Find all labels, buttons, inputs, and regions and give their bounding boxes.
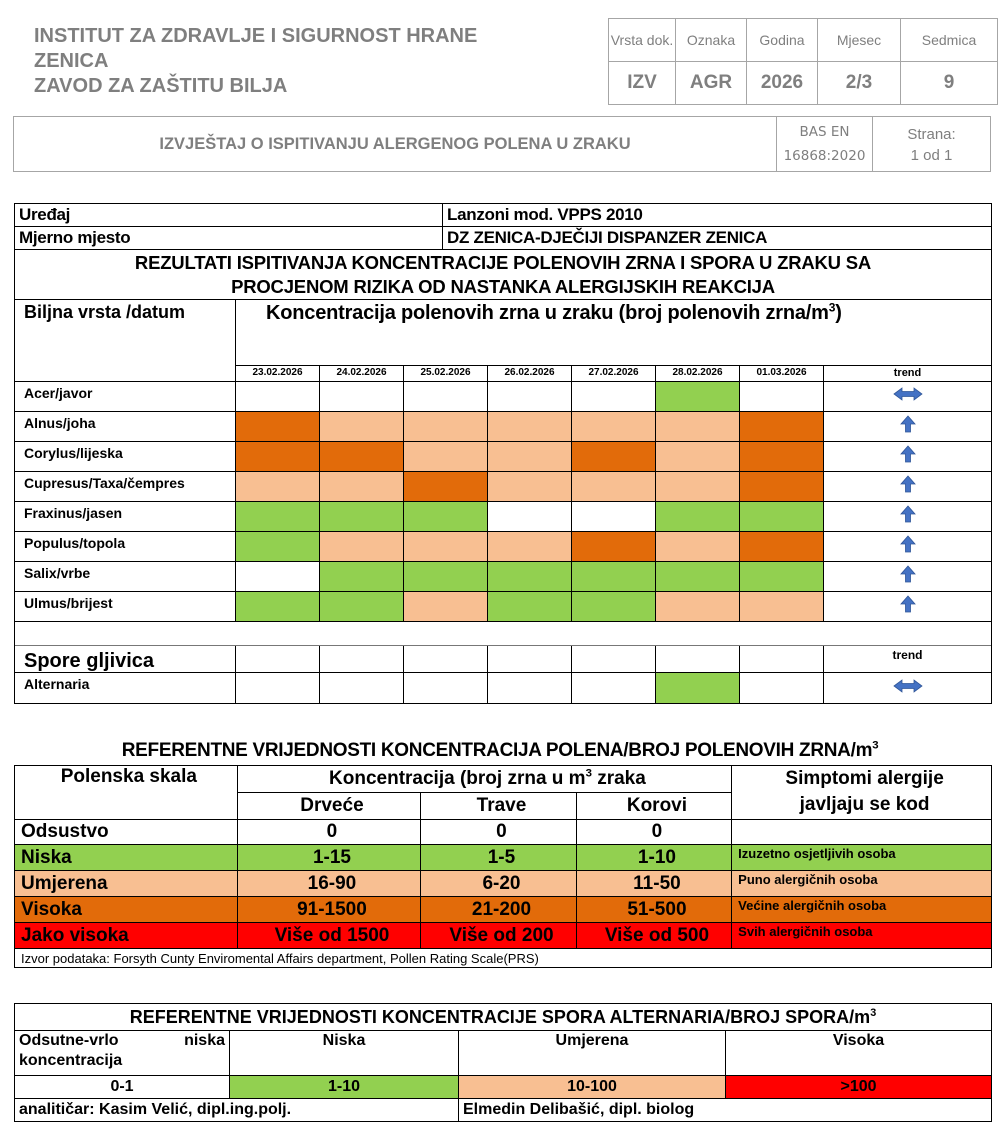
level-cell-none xyxy=(739,382,823,411)
level-cell-low xyxy=(235,502,319,531)
institute-line-3: ZAVOD ZA ZAŠTITU BILJA xyxy=(34,75,288,97)
level-cell-low xyxy=(319,562,403,591)
empty-cell xyxy=(235,646,319,672)
date-header: 27.02.2026 xyxy=(571,365,655,381)
document-meta-table xyxy=(608,18,998,105)
level-cell-mod xyxy=(487,412,571,441)
level-cell-high xyxy=(739,472,823,501)
pollen-reference-title xyxy=(0,740,1000,762)
results-table xyxy=(14,203,992,704)
trend-up-arrow-icon xyxy=(900,535,916,558)
subcol-weeds: Korovi xyxy=(576,793,731,820)
reference-value: 0 xyxy=(576,820,731,845)
species-row xyxy=(15,562,991,592)
reference-value: Više od 500 xyxy=(576,923,731,949)
species-row xyxy=(15,382,991,412)
page-indicator xyxy=(872,116,990,172)
trend-cell xyxy=(823,592,991,621)
level-cell-high xyxy=(319,442,403,471)
trend-steady-arrow-icon xyxy=(893,387,923,406)
reference-value: 21-200 xyxy=(421,897,576,923)
biologist-signature: Elmedin Delibašić, dipl. biolog xyxy=(459,1099,992,1122)
results-title-line-1: REZULTATI ISPITIVANJA KONCENTRACIJE POLENOVIH ZRNA I SPORA U ZRAKU SA xyxy=(134,252,872,273)
reference-level: Niska xyxy=(15,845,238,871)
trend-cell xyxy=(823,502,991,531)
species-name: Salix/vrbe xyxy=(24,565,91,581)
device-label: Uređaj xyxy=(19,205,71,224)
species-name: Fraxinus/jasen xyxy=(24,505,123,521)
level-cell-none xyxy=(235,382,319,411)
species-row xyxy=(15,502,991,532)
spore-value-moderate: 10-100 xyxy=(459,1076,726,1099)
pollen-reference-table xyxy=(14,765,992,968)
level-cell-low xyxy=(739,562,823,591)
reference-value: 91-1500 xyxy=(237,897,421,923)
level-cell-none xyxy=(571,382,655,411)
col-concentration-sup: 3 xyxy=(585,767,592,780)
date-header: 28.02.2026 xyxy=(655,365,739,381)
spore-col-low: Niska xyxy=(230,1031,459,1076)
trend-steady-arrow-icon xyxy=(893,679,923,698)
location-value: DZ ZENICA-DJEČIJI DISPANZER ZENICA xyxy=(442,227,767,249)
trend-up-arrow-icon xyxy=(900,415,916,438)
level-cell-none xyxy=(319,382,403,411)
reference-row xyxy=(15,820,992,845)
meta-value-code: AGR xyxy=(676,62,747,105)
level-cell-mod xyxy=(319,472,403,501)
reference-value: 51-500 xyxy=(576,897,731,923)
species-row xyxy=(15,532,991,562)
institute-name xyxy=(34,24,477,99)
col-concentration-text: Koncentracija (broj zrna u m xyxy=(329,768,586,789)
concentration-header-text: Koncentracija polenovih zrna u zraku (broj polenovih zrna/m xyxy=(266,302,829,324)
level-cell-mod xyxy=(655,532,739,561)
spore-col-high: Visoka xyxy=(726,1031,992,1076)
reference-row xyxy=(15,897,992,923)
col-symptoms-line-2: javljaju se kod xyxy=(799,794,930,815)
location-row xyxy=(15,227,991,250)
species-row xyxy=(15,412,991,442)
level-cell-high xyxy=(739,532,823,561)
trend-cell xyxy=(823,382,991,411)
trend-cell xyxy=(823,412,991,441)
reference-row xyxy=(15,845,992,871)
reference-symptom: Izuzetno osjetljivih osoba xyxy=(732,845,992,871)
level-cell-none xyxy=(235,673,319,703)
level-cell-none xyxy=(487,382,571,411)
reference-value: 0 xyxy=(421,820,576,845)
spore-value-very-low: 0-1 xyxy=(15,1076,230,1099)
level-cell-low xyxy=(655,673,739,703)
concentration-header xyxy=(266,302,842,325)
spores-header-row xyxy=(15,646,991,673)
reference-value: 16-90 xyxy=(237,871,421,897)
empty-cell xyxy=(403,646,487,672)
level-cell-mod xyxy=(319,532,403,561)
meta-label-type: Vrsta dok. xyxy=(609,19,676,62)
level-cell-low xyxy=(235,532,319,561)
level-cell-low xyxy=(319,592,403,621)
device-value: Lanzoni mod. VPPS 2010 xyxy=(442,204,643,226)
level-cell-low xyxy=(319,502,403,531)
level-cell-mod xyxy=(403,412,487,441)
reference-symptom: Većine alergičnih osoba xyxy=(732,897,992,923)
spores-trend-header: trend xyxy=(823,646,991,672)
level-cell-low xyxy=(655,502,739,531)
level-cell-mod xyxy=(655,412,739,441)
species-name: Ulmus/brijest xyxy=(24,595,113,611)
level-cell-high xyxy=(571,532,655,561)
reference-row xyxy=(15,871,992,897)
trend-up-arrow-icon xyxy=(900,565,916,588)
col-symptoms xyxy=(732,766,992,820)
col-concentration xyxy=(237,766,732,793)
level-cell-none xyxy=(403,382,487,411)
results-title xyxy=(15,250,991,300)
date-header-row xyxy=(15,365,991,381)
level-cell-mod xyxy=(487,442,571,471)
trend-cell xyxy=(823,442,991,471)
species-row xyxy=(15,673,991,703)
concentration-header-end: ) xyxy=(835,302,842,324)
spore-reference-title-text: REFERENTNE VRIJEDNOSTI KONCENTRACIJE SPORA ALTERNARIA/BROJ SPORA/m xyxy=(129,1006,871,1027)
empty-cell xyxy=(739,646,823,672)
level-cell-low xyxy=(403,562,487,591)
subcol-trees: Drveće xyxy=(237,793,421,820)
species-name: Cupresus/Taxa/čempres xyxy=(24,475,185,491)
device-row xyxy=(15,204,991,227)
date-header: 01.03.2026 xyxy=(739,365,823,381)
species-name: Alnus/joha xyxy=(24,415,96,431)
level-cell-mod xyxy=(655,472,739,501)
trend-up-arrow-icon xyxy=(900,475,916,498)
species-header: Biljna vrsta /datum xyxy=(24,302,186,322)
trend-cell xyxy=(823,673,991,703)
level-cell-mod xyxy=(487,472,571,501)
pollen-reference-title-text: REFERENTNE VRIJEDNOSTI KONCENTRACIJA POLENA/BROJ POLENOVIH ZRNA/m xyxy=(121,740,873,761)
species-name: Populus/topola xyxy=(24,535,126,551)
level-cell-mod xyxy=(235,472,319,501)
location-label: Mjerno mjesto xyxy=(19,228,131,247)
meta-label-month: Mjesec xyxy=(818,19,901,62)
reference-level: Umjerena xyxy=(15,871,238,897)
level-cell-mod xyxy=(571,472,655,501)
spore-value-low: 1-10 xyxy=(230,1076,459,1099)
meta-value-year: 2026 xyxy=(747,62,818,105)
date-header: 23.02.2026 xyxy=(235,365,319,381)
level-cell-mod xyxy=(403,592,487,621)
empty-cell xyxy=(319,646,403,672)
col-symptoms-line-1: Simptomi alergije xyxy=(785,768,944,789)
level-cell-high xyxy=(235,442,319,471)
level-cell-none xyxy=(319,673,403,703)
level-cell-mod xyxy=(403,442,487,471)
species-row xyxy=(15,442,991,472)
level-cell-high xyxy=(739,412,823,441)
spores-header: Spore gljivica xyxy=(24,650,155,672)
level-cell-low xyxy=(487,562,571,591)
reference-value: Više od 1500 xyxy=(237,923,421,949)
level-cell-high xyxy=(235,412,319,441)
meta-value-type: IZV xyxy=(609,62,676,105)
report-title-box xyxy=(13,116,991,172)
pollen-rows xyxy=(15,381,991,622)
reference-level: Jako visoka xyxy=(15,923,238,949)
date-header: 25.02.2026 xyxy=(403,365,487,381)
meta-label-year: Godina xyxy=(747,19,818,62)
trend-cell xyxy=(823,532,991,561)
subcol-grasses: Trave xyxy=(421,793,576,820)
col-concentration-end: zraka xyxy=(591,768,646,789)
level-cell-none xyxy=(571,502,655,531)
reference-value: 0 xyxy=(237,820,421,845)
reference-symptom: Svih alergičnih osoba xyxy=(732,923,992,949)
pollen-reference-title-sup: 3 xyxy=(872,739,879,752)
trend-cell xyxy=(823,562,991,591)
date-header: 26.02.2026 xyxy=(487,365,571,381)
analyst-signature: analitičar: Kasim Velić, dipl.ing.polj. xyxy=(15,1099,459,1122)
level-cell-none xyxy=(571,673,655,703)
reference-value: Više od 200 xyxy=(421,923,576,949)
level-cell-low xyxy=(655,562,739,591)
blank-row xyxy=(15,622,991,646)
reference-source-row xyxy=(15,949,992,968)
level-cell-high xyxy=(571,442,655,471)
spore-reference-table xyxy=(14,1003,992,1122)
species-name: Corylus/lijeska xyxy=(24,445,123,461)
date-row-spacer xyxy=(15,365,235,381)
spore-reference-title-sup: 3 xyxy=(870,1006,877,1019)
meta-label-week: Sedmica xyxy=(901,19,998,62)
reference-value: 1-10 xyxy=(576,845,731,871)
institute-line-2: ZENICA xyxy=(34,50,109,72)
level-cell-low xyxy=(487,592,571,621)
report-title: IZVJEŠTAJ O ISPITIVANJU ALERGENOG POLENA U ZRAKU xyxy=(159,135,631,153)
level-cell-low xyxy=(571,592,655,621)
level-cell-mod xyxy=(487,532,571,561)
level-cell-low xyxy=(235,592,319,621)
col-pollen-scale: Polenska skala xyxy=(15,766,238,820)
spore-col-very-low: Odsutne-vrlo niska koncentracija xyxy=(15,1031,230,1076)
reference-value: 1-15 xyxy=(237,845,421,871)
level-cell-none xyxy=(403,673,487,703)
standard-line-2: 16868:2020 xyxy=(783,148,866,164)
spore-reference-title xyxy=(15,1004,992,1031)
meta-value-month: 2/3 xyxy=(818,62,901,105)
reference-level: Visoka xyxy=(15,897,238,923)
level-cell-none xyxy=(235,562,319,591)
trend-header: trend xyxy=(823,365,991,381)
level-cell-none xyxy=(739,673,823,703)
species-name: Acer/javor xyxy=(24,385,93,401)
level-cell-mod xyxy=(655,592,739,621)
species-row xyxy=(15,472,991,502)
spore-col-moderate: Umjerena xyxy=(459,1031,726,1076)
reference-level: Odsustvo xyxy=(15,820,238,845)
date-header: 24.02.2026 xyxy=(319,365,403,381)
empty-cell xyxy=(487,646,571,672)
meta-label-code: Oznaka xyxy=(676,19,747,62)
reference-row xyxy=(15,923,992,949)
species-name: Alternaria xyxy=(24,676,90,692)
standard-reference xyxy=(776,116,872,172)
level-cell-high xyxy=(739,442,823,471)
empty-cell xyxy=(655,646,739,672)
level-cell-low xyxy=(403,502,487,531)
meta-value-week: 9 xyxy=(901,62,998,105)
empty-cell xyxy=(571,646,655,672)
level-cell-low xyxy=(655,382,739,411)
level-cell-mod xyxy=(655,442,739,471)
spore-rows xyxy=(15,673,991,703)
trend-cell xyxy=(823,472,991,501)
reference-value: 1-5 xyxy=(421,845,576,871)
level-cell-low xyxy=(739,502,823,531)
concentration-header-sup: 3 xyxy=(828,300,836,315)
level-cell-mod xyxy=(739,592,823,621)
page-value: 1 od 1 xyxy=(910,147,953,164)
level-cell-mod xyxy=(403,532,487,561)
level-cell-low xyxy=(571,562,655,591)
reference-value: 11-50 xyxy=(576,871,731,897)
institute-line-1: INSTITUT ZA ZDRAVLJE I SIGURNOST HRANE xyxy=(34,25,478,47)
level-cell-high xyxy=(403,472,487,501)
standard-line-1: BAS EN xyxy=(799,124,850,140)
reference-source: Izvor podataka: Forsyth Cunty Enviromental Affairs department, Pollen Rating Scale(PRS) xyxy=(15,949,992,968)
trend-up-arrow-icon xyxy=(900,445,916,468)
level-cell-mod xyxy=(571,412,655,441)
spore-value-high: >100 xyxy=(726,1076,992,1099)
level-cell-mod xyxy=(319,412,403,441)
results-title-line-2: PROCJENOM RIZIKA OD NASTANKA ALERGIJSKIH REAKCIJA xyxy=(231,276,775,297)
reference-symptom: Puno alergičnih osoba xyxy=(732,871,992,897)
trend-up-arrow-icon xyxy=(900,505,916,528)
page-label: Strana: xyxy=(907,126,956,143)
reference-value: 6-20 xyxy=(421,871,576,897)
level-cell-none xyxy=(487,673,571,703)
trend-up-arrow-icon xyxy=(900,595,916,618)
species-row xyxy=(15,592,991,622)
level-cell-none xyxy=(487,502,571,531)
